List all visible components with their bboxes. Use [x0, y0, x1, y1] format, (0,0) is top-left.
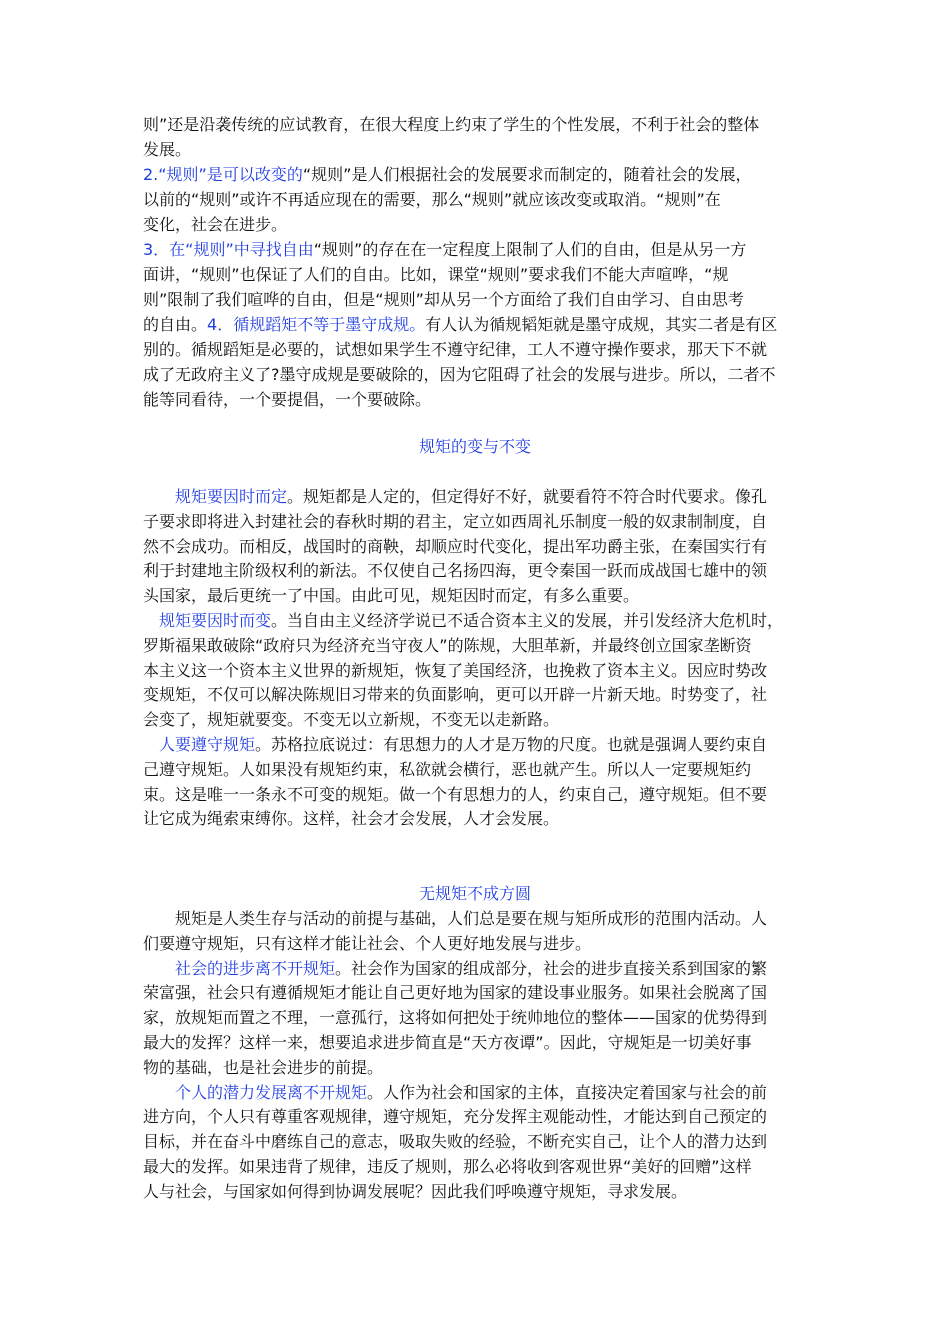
- text-line: [143, 512, 833, 532]
- body-text: 让它成为绳索束缚你。这样，社会才会发展，人才会发展。: [143, 809, 560, 829]
- heading-phrase: 个人的潜力发展离不开规矩: [143, 1082, 368, 1102]
- text-line: [143, 685, 833, 705]
- text-line: [143, 340, 833, 360]
- body-text: “规则”的存在在一定程度上限制了人们的自由，但是从另一方: [313, 240, 747, 259]
- text-line: [143, 1083, 833, 1103]
- text-line: [143, 1008, 833, 1028]
- text-line: [143, 661, 833, 681]
- text-line: [143, 611, 833, 631]
- heading-phrase: 规矩要因时而变: [143, 611, 272, 630]
- body-text: 束。这是唯一一条永不可变的规矩。做一个有思想力的人，约束自己，遵守规矩。但不要: [143, 784, 768, 804]
- body-text: 荣富强，社会只有遵循规矩才能让自己更好地为国家的建设事业服务。如果社会脱离了国: [143, 983, 768, 1003]
- heading-phrase: 3．在“规则”中寻找自由: [143, 240, 314, 259]
- text-line: [143, 140, 833, 160]
- body-text: 人与社会，与国家如何得到协调发展呢？因此我们呼唤遵守规矩，寻求发展。: [143, 1181, 688, 1201]
- text-line: [143, 365, 833, 385]
- body-text: 物的基础，也是社会进步的前提。: [143, 1057, 384, 1077]
- text-line: [143, 265, 833, 285]
- heading-phrase: 规矩要因时而定: [143, 487, 288, 506]
- body-text: 们要遵守规矩，只有这样才能让社会、个人更好地发展与进步。: [143, 933, 592, 953]
- body-text: 罗斯福果敢破除“政府只为经济充当守夜人”的陈规，大胆革新，并最终创立国家垄断资: [143, 635, 752, 655]
- body-text: 。苏格拉底说过：有思想力的人才是万物的尺度。也就是强调人要约束自: [255, 735, 768, 754]
- text-line: [143, 636, 833, 656]
- body-text: 最大的发挥？这样一来，想要追求进步简直是“天方夜谭”。因此，守规矩是一切美好事: [143, 1033, 752, 1052]
- body-text: 己遵守规矩。人如果没有规矩约束，私欲就会横行，恶也就产生。所以人一定要规矩约: [143, 759, 752, 779]
- section-title: 无规矩不成方圆: [418, 884, 531, 903]
- body-text: 成了无政府主义了?墨守成规是要破除的，因为它阻碍了社会的发展与进步。所以，二者不: [143, 365, 776, 384]
- text-line: [143, 809, 833, 829]
- text-line: [143, 315, 833, 335]
- body-text: 头国家，最后更统一了中国。由此可见，规矩因时而定，有多么重要。: [143, 586, 640, 606]
- text-line: [143, 934, 833, 954]
- body-text: 。人作为社会和国家的主体，直接决定着国家与社会的前: [367, 1082, 768, 1102]
- body-text: 则”还是沿袭传统的应试教育，在很大程度上约束了学生的个性发展，不利于社会的整体: [143, 115, 760, 134]
- heading-phrase: 4．循规蹈矩不等于墨守成规。: [207, 315, 426, 334]
- body-text: 的自由。: [143, 315, 208, 334]
- text-line: [143, 115, 833, 135]
- text-line: [143, 165, 833, 185]
- body-text: “规则”是人们根据社会的发展要求而制定的，随着社会的发展，: [302, 165, 752, 184]
- heading-phrase: 2.: [143, 165, 159, 184]
- text-line: [143, 983, 833, 1003]
- text-line: [143, 537, 833, 557]
- body-text: 能等同看待，一个要提倡，一个要破除。: [143, 390, 432, 409]
- body-text: 子要求即将进入封建社会的春秋时期的君主，定立如西周礼乐制度一般的奴隶制制度，自: [143, 511, 768, 531]
- body-text: 变规矩，不仅可以解决陈规旧习带来的负面影响，更可以开辟一片新天地。时势变了，社: [143, 685, 768, 705]
- body-text: 则”限制了我们喧哗的自由，但是“规则”却从另一个方面给了我们自由学习、自由思考: [143, 290, 744, 309]
- heading-phrase: 人要遵守规矩: [143, 735, 256, 754]
- body-text: 有人认为循规韬矩就是墨守成规，其实二者是有区: [425, 315, 778, 334]
- body-text: 进方向，个人只有尊重客观规律，遵守规矩，充分发挥主观能动性，才能达到自己预定的: [143, 1107, 768, 1127]
- body-text: 然不会成功。而相反，战国时的商鞅，却顺应时代变化，提出军功爵主张，在秦国实行有: [143, 536, 768, 556]
- text-line: [143, 959, 833, 979]
- body-text: 会变了，规矩就要变。不变无以立新规，不变无以走新路。: [143, 710, 560, 730]
- text-line: [143, 785, 833, 805]
- text-line: [143, 1058, 833, 1078]
- body-text: 规矩是人类生存与活动的前提与基础，人们总是要在规与矩所成形的范围内活动。人: [143, 909, 768, 928]
- text-line: [143, 735, 833, 755]
- body-text: 利于封建地主阶级权利的新法。不仅使自己名扬四海，更令秦国一跃而成战国七雄中的领: [143, 561, 768, 581]
- text-line: [143, 561, 833, 581]
- text-line: [143, 290, 833, 310]
- heading-phrase: 社会的进步离不开规矩: [143, 958, 336, 978]
- text-line: [143, 710, 833, 730]
- body-text: 最大的发挥。如果违背了规律，违反了规则，那么必将收到客观世界“美好的回赠”这样: [143, 1157, 752, 1176]
- body-text: 目标，并在奋斗中磨练自己的意志，吸取失败的经验，不断充实自己，让个人的潜力达到: [143, 1132, 768, 1152]
- text-line: [143, 215, 833, 235]
- text-line: [143, 240, 833, 260]
- body-text: 以前的“规则”或许不再适应现在的需要，那么“规则”就应该改变或取消。“规则”在: [143, 190, 721, 209]
- text-line: [143, 487, 833, 507]
- text-line: [143, 909, 833, 929]
- body-text: 发展。: [143, 140, 192, 159]
- text-line: [143, 586, 833, 606]
- body-text: 别的。循规蹈矩是必要的，试想如果学生不遵守纪律，工人不遵守操作要求，那天下不就: [143, 340, 768, 359]
- body-text: 变化，社会在进步。: [143, 215, 288, 234]
- body-text: 。当自由主义经济学说已不适合资本主义的发展，并引发经济大危机时，: [271, 611, 784, 630]
- text-line: [143, 1033, 833, 1053]
- text-line: [143, 190, 833, 210]
- body-text: 。社会作为国家的组成部分，社会的进步直接关系到国家的繁: [335, 958, 768, 978]
- text-line: [143, 1107, 833, 1127]
- body-text: 面讲，“规则”也保证了人们的自由。比如，课堂“规则”要求我们不能大声喧哗，“规: [143, 265, 729, 284]
- text-line: [143, 390, 833, 410]
- text-line: [143, 760, 833, 780]
- heading-phrase: “规则”是可以改变的: [158, 165, 303, 184]
- body-text: 。规矩都是人定的，但定得好不好，就要看符不符合时代要求。像孔: [287, 487, 768, 506]
- text-line: [143, 1182, 833, 1202]
- body-text: 家，放规矩而置之不理，一意孤行，这将如何把处于统帅地位的整体——国家的优势得到: [143, 1008, 768, 1028]
- section-title: 规矩的变与不变: [418, 437, 531, 456]
- body-text: 本主义这一个资本主义世界的新规矩，恢复了美国经济，也挽救了资本主义。因应时势改: [143, 660, 768, 680]
- text-line: [143, 1157, 833, 1177]
- text-line: [143, 1132, 833, 1152]
